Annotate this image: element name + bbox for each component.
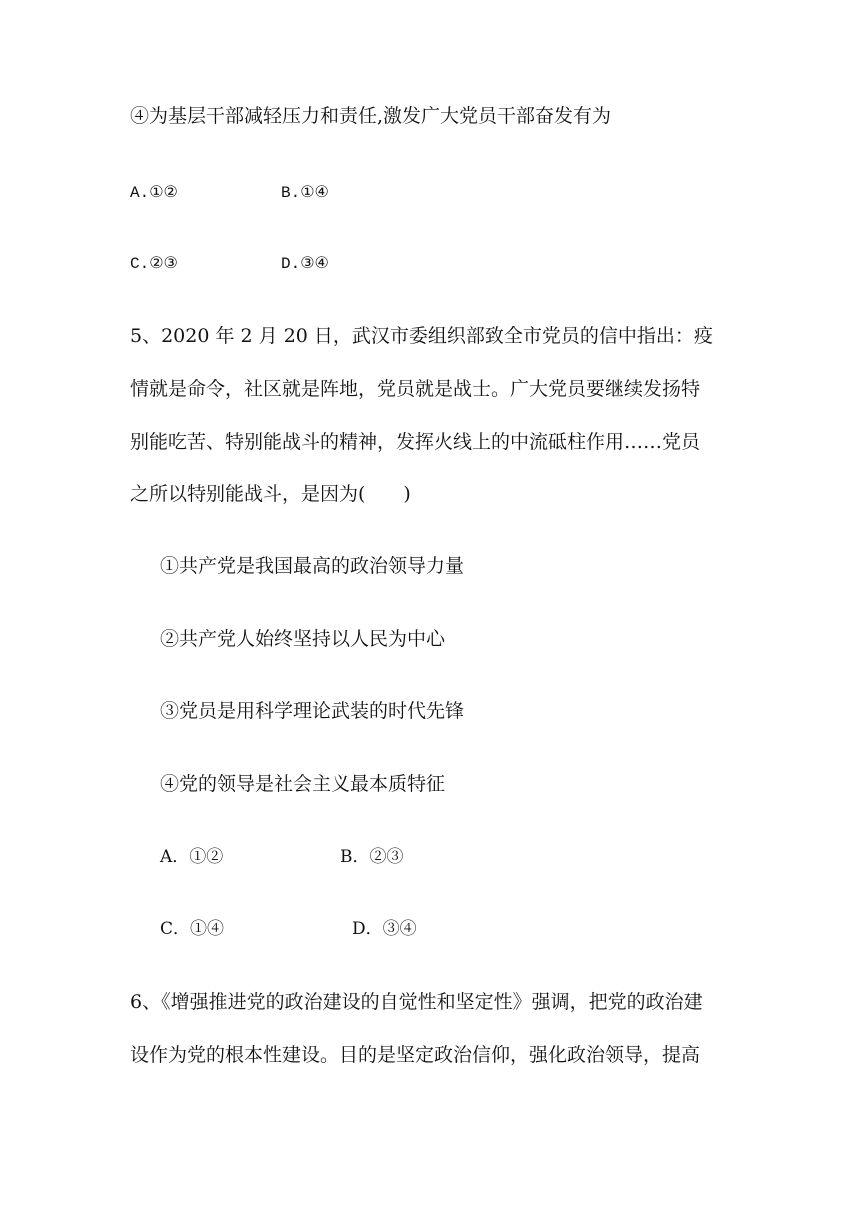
q4-item-4: ④为基层干部减轻压力和责任,激发广大党员干部奋发有为: [130, 105, 612, 127]
q5-option-d: D．③④: [352, 919, 417, 939]
q5-item-1: ①共产党是我国最高的政治领导力量: [160, 555, 465, 577]
q6-stem-line-2: 设作为党的根本性建设。目的是坚定政治信仰，强化政治领导，提高: [130, 1044, 701, 1066]
q5-stem-line-3: 别能吃苦、特别能战斗的精神，发挥火线上的中流砥柱作用……党员: [130, 431, 701, 453]
q4-option-a: A.①②: [130, 184, 178, 202]
q5-item-2: ②共产党人始终坚持以人民为中心: [160, 628, 446, 650]
q5-option-c: C．①④: [160, 919, 225, 939]
q4-option-c: C.②③: [130, 255, 178, 273]
q5-stem-line-1: 5、2020 年 2 月 20 日，武汉市委组织部致全市党员的信中指出：疫: [130, 325, 713, 347]
q5-option-b: B．②③: [340, 847, 404, 867]
q5-stem-line-2: 情就是命令，社区就是阵地，党员就是战士。广大党员要继续发扬特: [130, 378, 701, 400]
q5-item-3: ③党员是用科学理论武装的时代先锋: [160, 700, 465, 722]
q5-stem-line-4: 之所以特别能战斗，是因为( ): [130, 483, 411, 505]
q5-item-4: ④党的领导是社会主义最本质特征: [160, 773, 446, 795]
q4-option-d: D.③④: [281, 255, 329, 273]
q4-option-b: B.①④: [281, 184, 329, 202]
q5-option-a: A．①②: [160, 847, 224, 867]
q6-stem-line-1: 6、《增强推进党的政治建设的自觉性和坚定性》强调，把党的政治建: [130, 991, 703, 1013]
